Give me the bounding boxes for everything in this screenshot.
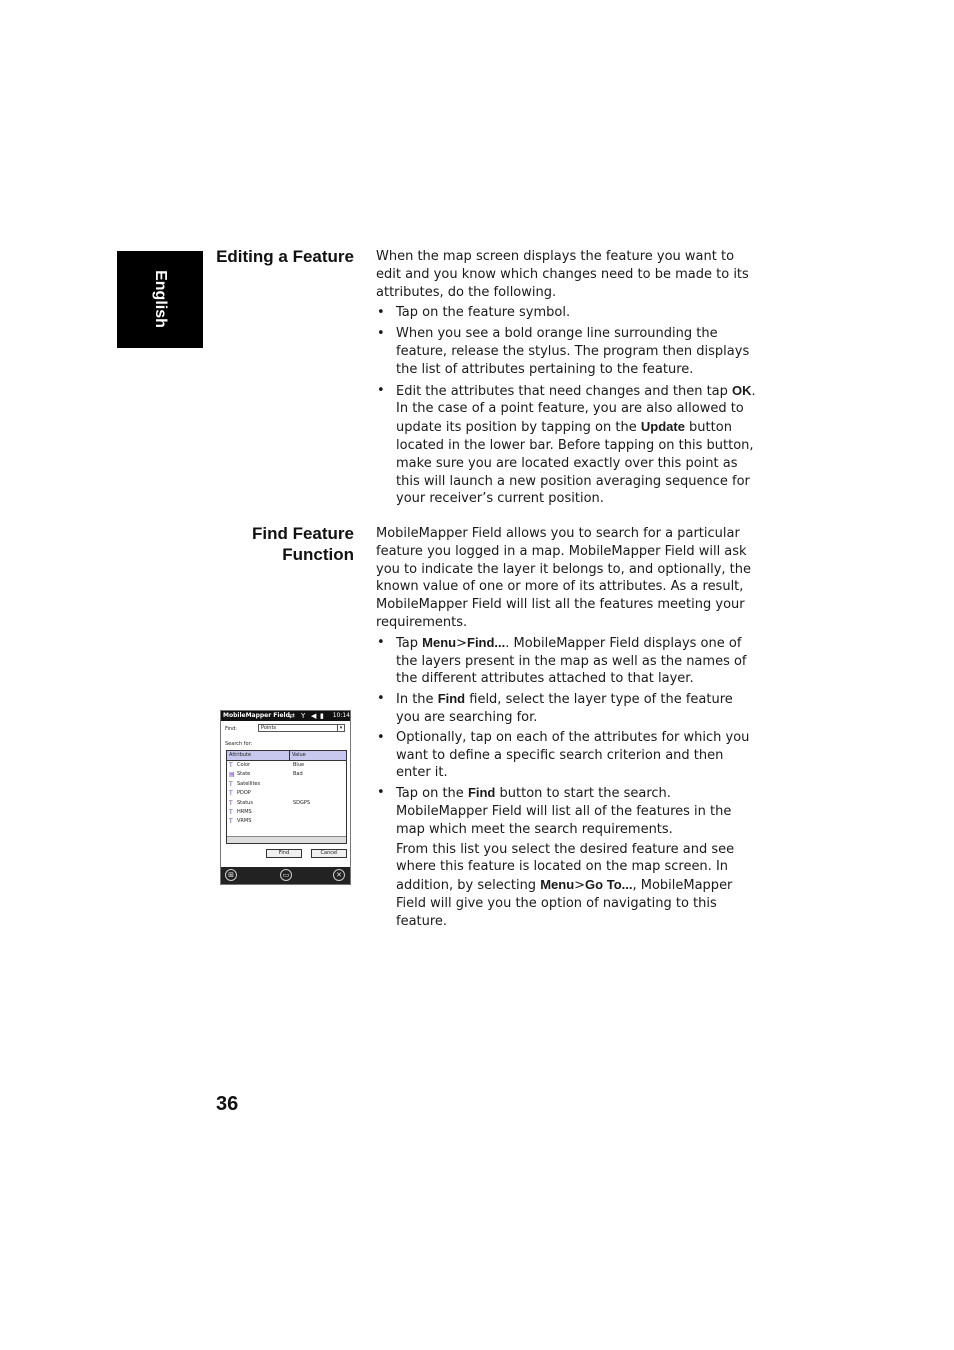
start-icon[interactable]: ⊞ xyxy=(225,869,237,881)
find-label: Find: xyxy=(225,726,237,732)
cancel-button[interactable]: Cancel xyxy=(311,849,347,858)
find-steps xyxy=(376,634,758,839)
menu-keyword: Menu xyxy=(422,634,457,650)
table-row[interactable] xyxy=(227,770,346,779)
table-row[interactable] xyxy=(227,817,346,826)
attribute-name: State xyxy=(237,771,251,778)
text-attribute-icon: T xyxy=(229,790,233,798)
column-header-value[interactable]: Value xyxy=(292,752,306,758)
attribute-list[interactable] xyxy=(226,750,347,844)
battery-icon: ▮ xyxy=(320,712,324,720)
chevron-down-icon[interactable]: ▾ xyxy=(337,725,344,731)
menu-attribute-icon: ▤ xyxy=(229,771,235,779)
attribute-value: Bad xyxy=(293,771,303,778)
list-item xyxy=(376,784,758,838)
text-run: . MobileMapper Field displays one of the layers present in the map as well as the names of the different attributes attached to that layer. xyxy=(396,635,747,687)
ok-keyword: OK xyxy=(732,382,752,398)
find-layer-select[interactable] xyxy=(258,724,345,732)
attribute-list-header xyxy=(227,751,346,761)
find-heading-line2: Function xyxy=(282,545,354,564)
text-attribute-icon: T xyxy=(229,818,233,826)
language-tab xyxy=(117,251,203,348)
find-section xyxy=(376,525,758,931)
menu-keyword: Menu xyxy=(540,877,575,893)
text-attribute-icon: T xyxy=(229,780,233,788)
device-title: MobileMapper Field xyxy=(223,712,290,719)
text-run: In the xyxy=(396,692,438,708)
text-run: Tap on the xyxy=(396,786,468,802)
attribute-name: HRMS xyxy=(237,808,252,815)
text-attribute-icon: T xyxy=(229,762,233,769)
device-screenshot xyxy=(220,710,351,885)
find-layer-value: Points xyxy=(261,725,277,731)
table-row[interactable] xyxy=(227,780,346,789)
editing-section xyxy=(376,248,758,511)
attribute-name: VRMS xyxy=(237,818,252,825)
editing-intro: When the map screen displays the feature you want to edit and you know which changes need to be made to its attributes, do the following. xyxy=(376,249,749,300)
device-bottom-bar xyxy=(221,867,351,884)
text-run: , MobileMapper Field will give you the option of navigating to this feature. xyxy=(396,878,733,929)
close-icon[interactable]: ✕ xyxy=(333,869,345,881)
text-run: field, select the layer type of the feature you are searching for. xyxy=(396,692,733,725)
page-number: 36 xyxy=(216,1093,239,1115)
find-heading-line1: Find Feature xyxy=(251,524,354,543)
attribute-name: PDOP xyxy=(237,790,251,797)
text-run: > xyxy=(456,635,467,651)
list-item: • Tap on the feature symbol. xyxy=(376,304,758,322)
text-run: > xyxy=(574,878,586,894)
horizontal-scrollbar[interactable] xyxy=(227,836,346,843)
find-keyword: Find xyxy=(467,785,496,801)
find-button[interactable]: Find xyxy=(266,849,302,858)
language-tab-label: English xyxy=(152,270,169,328)
volume-icon: ◀ xyxy=(311,712,317,720)
table-row[interactable] xyxy=(227,789,346,798)
text-run: From this list you select the desired feature and see where this feature is located on the map screen. In addition, by selecting xyxy=(396,841,735,894)
text-run: Tap xyxy=(396,635,423,651)
text-run: . In the case of a point feature, you are also allowed to update its position by tapping on the xyxy=(396,383,756,436)
list-item xyxy=(376,382,758,509)
signal-icon: Y xyxy=(301,712,306,720)
keyboard-icon[interactable]: ▭ xyxy=(280,869,292,881)
text-run: button to start the search. MobileMapper Field will list all of the features in the map which meet the search requirements. xyxy=(396,786,732,837)
table-row[interactable] xyxy=(227,761,346,770)
attribute-name: Satellites xyxy=(237,780,261,787)
list-item: • Optionally, tap on each of the attributes for which you want to define a specific search criterion and then enter it. xyxy=(376,729,758,782)
attribute-value: SDGPS xyxy=(293,799,311,806)
table-row[interactable] xyxy=(227,799,346,808)
list-item: • When you see a bold orange line surrounding the feature, release the stylus. The program then displays the list of attributes pertaining to the feature. xyxy=(376,325,758,378)
attribute-value: Blue xyxy=(293,762,305,768)
device-clock: 10:14 xyxy=(332,712,350,719)
update-keyword: Update xyxy=(640,419,685,435)
attribute-name: Color xyxy=(237,762,251,768)
find-continuation xyxy=(376,841,758,931)
column-header-attribute[interactable]: Attribute xyxy=(227,751,290,760)
list-item xyxy=(376,634,758,688)
find-keyword: Find xyxy=(437,691,466,707)
find-heading xyxy=(252,523,354,565)
attribute-name: Status xyxy=(237,799,253,806)
text-attribute-icon: T xyxy=(229,799,233,807)
text-run: Edit the attributes that need changes and then tap xyxy=(396,383,733,399)
device-title-bar xyxy=(221,711,351,721)
editing-steps xyxy=(376,304,758,508)
editing-heading: Editing a Feature xyxy=(216,247,354,266)
sync-icon: ⇄ xyxy=(289,712,295,720)
list-item xyxy=(376,690,758,727)
search-for-label: Search for: xyxy=(225,741,253,747)
text-attribute-icon: T xyxy=(229,808,233,816)
goto-keyword: Go To... xyxy=(585,877,633,893)
text-run: button located in the lower bar. Before tapping on this button, make sure you are located exactly over this point as this will launch a new position averaging sequence for your receiver’s current position. xyxy=(396,420,754,507)
table-row[interactable] xyxy=(227,808,346,817)
find-intro: MobileMapper Field allows you to search for a particular feature you logged in a map. MobileMapper Field will ask you to indicate the layer it belongs to, and optionally, the known value of one or more of its attributes. As a result, MobileMapper Field will list all the features meeting your requirements. xyxy=(376,526,752,630)
find-keyword: Find... xyxy=(467,634,506,650)
